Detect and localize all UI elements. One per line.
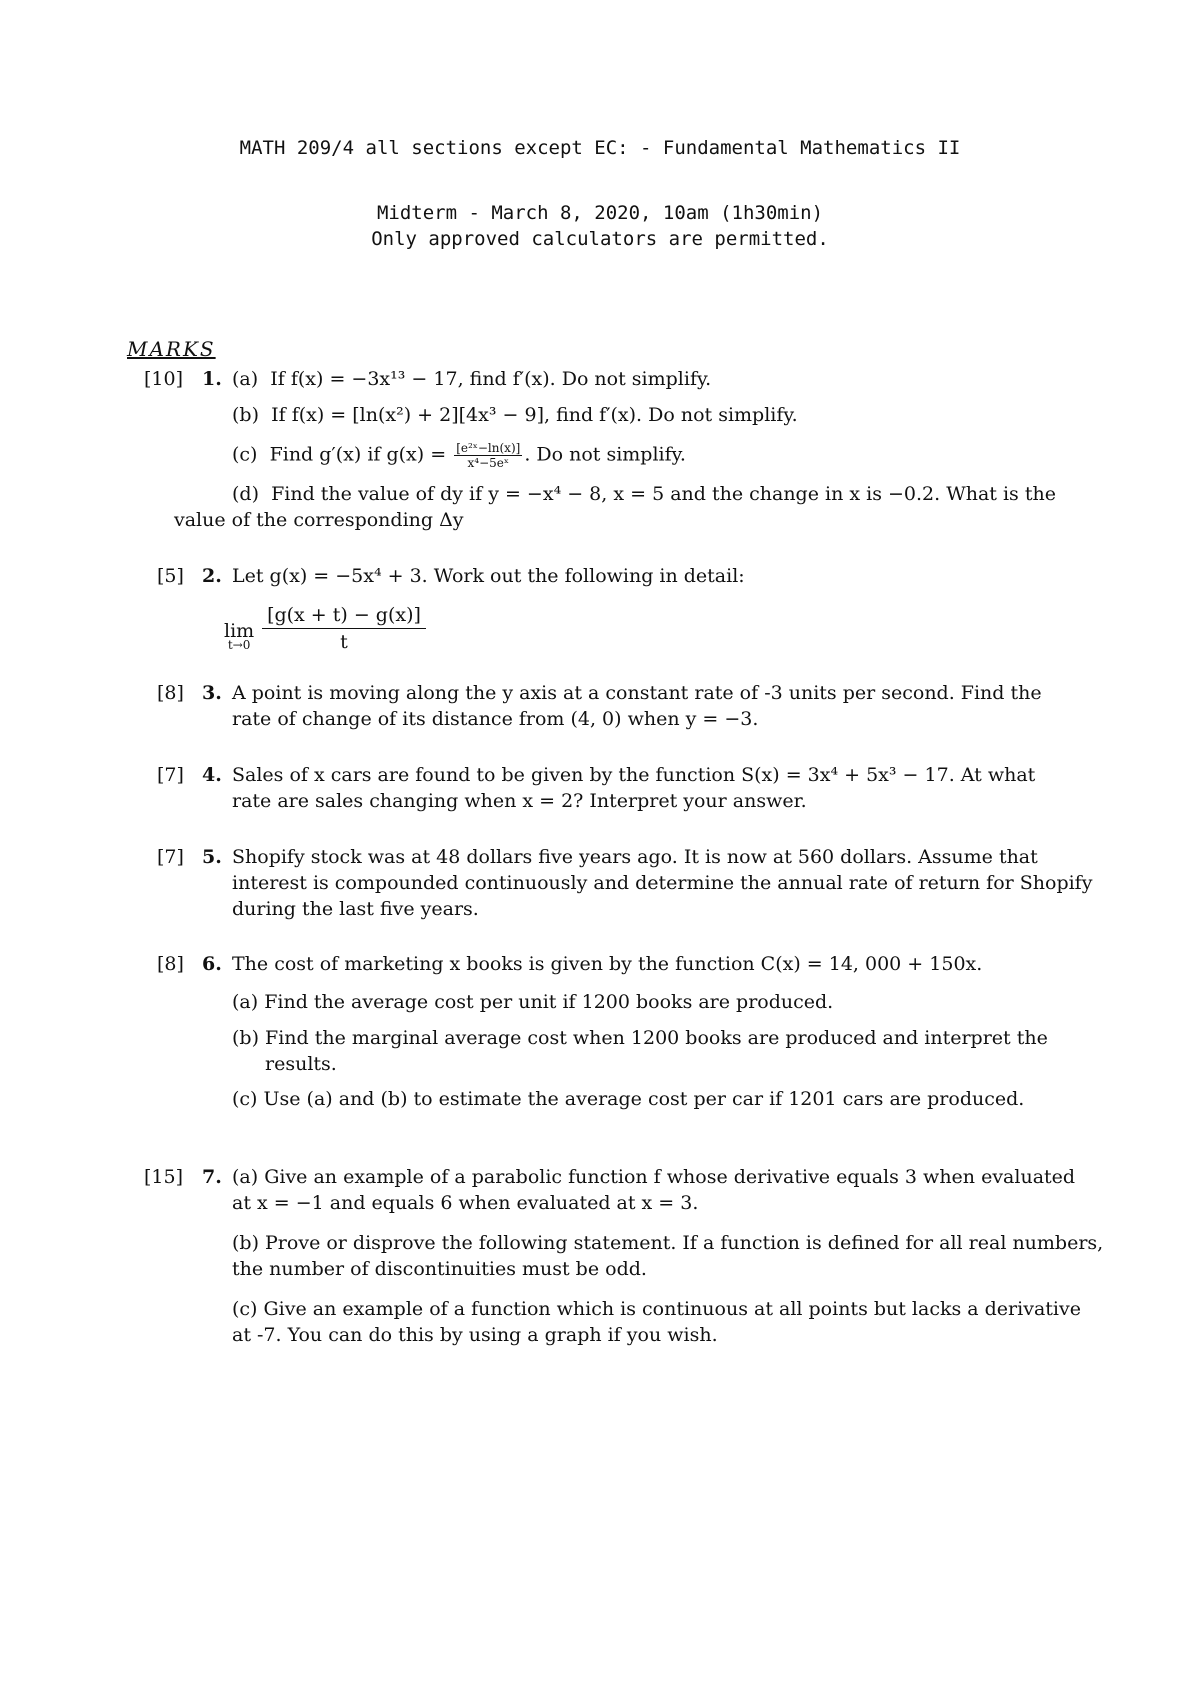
question-part: (c) Use (a) and (b) to estimate the average cost per car if 1201 cars are produced. bbox=[232, 1088, 1025, 1110]
fraction-numerator: [e²ˣ−ln(x)] bbox=[456, 441, 521, 455]
part-expression: f(x) = [ln(x²) + 2][4x³ − 9] bbox=[291, 404, 544, 426]
question-number: 5. bbox=[202, 846, 222, 868]
limit-fraction bbox=[262, 604, 426, 653]
question-number: 1. bbox=[202, 368, 222, 390]
part-continuation: results. bbox=[265, 1053, 337, 1075]
question-mark: [10] bbox=[144, 368, 184, 390]
part-text: If bbox=[271, 404, 286, 426]
question-part: (a) Find the average cost per unit if 1200 books are produced. bbox=[232, 991, 834, 1013]
calculator-note: Only approved calculators are permitted. bbox=[371, 228, 829, 250]
question-mark: [7] bbox=[157, 846, 184, 868]
part-continuation: value of the corresponding Δy bbox=[174, 509, 464, 531]
part-label: (a) bbox=[232, 368, 259, 390]
course-title: MATH 209/4 all sections except EC: - Fundamental Mathematics II bbox=[239, 137, 961, 159]
question-part: (c) Give an example of a function which is continuous at all points but lacks a derivative bbox=[232, 1298, 1081, 1320]
question-mark: [8] bbox=[157, 953, 184, 975]
question-line: A point is moving along the y axis at a constant rate of -3 units per second. Find the bbox=[232, 682, 1042, 704]
limit-word: lim bbox=[224, 620, 255, 642]
part-text: . Do not simplify. bbox=[524, 443, 686, 466]
part-expression: f(x) = −3x¹³ − 17 bbox=[290, 368, 458, 390]
part-text: Find the value of dy if y = −x⁴ − 8, x = 5 and the change in x is −0.2. What is the bbox=[271, 483, 1056, 505]
question-number: 2. bbox=[202, 565, 222, 587]
part-text: , find f′(x). Do not simplify. bbox=[457, 368, 712, 390]
question-text: The cost of marketing x books is given by the function C(x) = 14, 000 + 150x. bbox=[232, 953, 983, 975]
question-part bbox=[232, 483, 1056, 505]
part-text: , find f′(x). Do not simplify. bbox=[543, 404, 798, 426]
question-line: Shopify stock was at 48 dollars five years ago. It is now at 560 dollars. Assume that bbox=[232, 846, 1038, 868]
part-continuation: at x = −1 and equals 6 when evaluated at x = 3. bbox=[232, 1192, 699, 1214]
part-label: (d) bbox=[232, 483, 259, 505]
exam-info: Midterm - March 8, 2020, 10am (1h30min) bbox=[376, 202, 824, 224]
marks-heading: MARKS bbox=[127, 337, 216, 361]
question-mark: [15] bbox=[144, 1166, 184, 1188]
question-part bbox=[232, 404, 798, 426]
question-line: during the last five years. bbox=[232, 898, 479, 920]
question-line: rate are sales changing when x = 2? Interpret your answer. bbox=[232, 790, 807, 812]
part-label: (b) bbox=[232, 404, 259, 426]
fraction-numerator: [g(x + t) − g(x)] bbox=[262, 604, 426, 629]
question-part: (b) Find the marginal average cost when 1200 books are produced and interpret the bbox=[232, 1027, 1048, 1049]
question-number: 4. bbox=[202, 764, 222, 786]
question-part bbox=[232, 441, 686, 470]
question-number: 6. bbox=[202, 953, 222, 975]
limit-subscript: t→0 bbox=[227, 638, 251, 652]
question-line: rate of change of its distance from (4, 0) when y = −3. bbox=[232, 708, 759, 730]
part-continuation: at -7. You can do this by using a graph if you wish. bbox=[232, 1324, 718, 1346]
question-text: Let g(x) = −5x⁴ + 3. Work out the following in detail: bbox=[232, 565, 745, 587]
fraction-denominator: t bbox=[340, 631, 348, 653]
fraction-denominator: x⁴−5eˣ bbox=[467, 456, 509, 470]
question-part: (a) Give an example of a parabolic function f whose derivative equals 3 when evaluated bbox=[232, 1166, 1076, 1188]
question-part bbox=[232, 368, 711, 390]
question-line: Sales of x cars are found to be given by the function S(x) = 3x⁴ + 5x³ − 17. At what bbox=[232, 764, 1036, 786]
question-mark: [8] bbox=[157, 682, 184, 704]
question-part: (b) Prove or disprove the following statement. If a function is defined for all real numbers, bbox=[232, 1232, 1104, 1254]
fraction bbox=[454, 441, 522, 470]
part-text: Find g′(x) if g(x) = bbox=[269, 443, 447, 466]
question-number: 7. bbox=[202, 1166, 222, 1188]
question-mark: [7] bbox=[157, 764, 184, 786]
part-text: If bbox=[270, 368, 285, 390]
part-label: (c) bbox=[232, 443, 258, 466]
part-continuation: the number of discontinuities must be odd. bbox=[232, 1258, 647, 1280]
question-line: interest is compounded continuously and determine the annual rate of return for Shopify bbox=[232, 872, 1093, 894]
limit-operator bbox=[224, 620, 254, 652]
question-number: 3. bbox=[202, 682, 222, 704]
question-mark: [5] bbox=[157, 565, 184, 587]
